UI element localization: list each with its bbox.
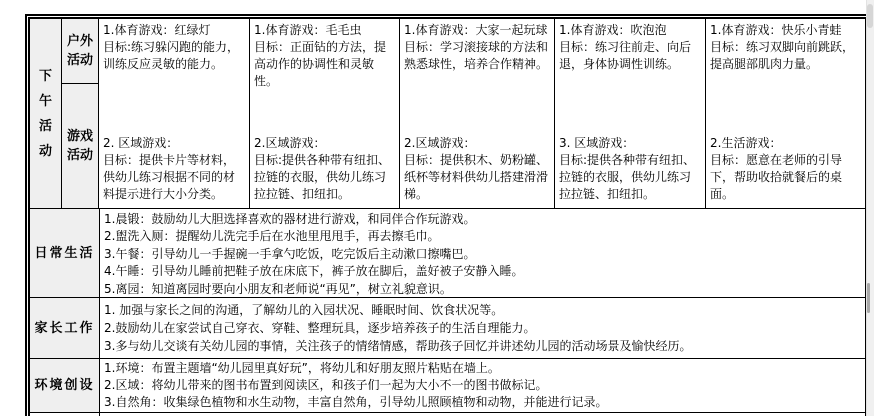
day-1-sport-game bbox=[103, 22, 245, 73]
environment-content bbox=[100, 359, 865, 412]
sport-game-goal: 目标:练习躲闪跑的能力，训练反应灵敏的能力。 bbox=[103, 40, 240, 71]
day-5-life-game bbox=[710, 135, 861, 203]
daily-life-content bbox=[100, 209, 865, 297]
area-game-goal: 目标：提供积木、奶粉罐、纸杯等材料供幼儿搭建滑滑梯。 bbox=[404, 153, 549, 201]
sport-game-title: 1.体育游戏：大家一起玩球 bbox=[404, 23, 548, 37]
games-activity-label: 游戏活动 bbox=[66, 129, 93, 163]
environment-line: 3.自然角：收集绿色植物和水生动物，丰富自然角，引导幼儿照顾植物和动物，并能进行记录。 bbox=[104, 395, 608, 409]
environment-row bbox=[30, 359, 865, 413]
area-game-title: 3. 区域游戏： bbox=[559, 136, 635, 150]
day-3-sport-game bbox=[404, 22, 550, 73]
daily-life-label: 日常生活 bbox=[34, 245, 95, 261]
sport-game-title: 1.体育游戏：吹泡泡 bbox=[559, 23, 667, 37]
parent-work-row bbox=[30, 298, 865, 359]
parent-work-line: 3.多与幼儿交谈有关幼儿园的事情，关注孩子的情绪情感，帮助孩子回忆并讲述幼儿园的活动场景及愉快经历。 bbox=[104, 339, 692, 353]
environment-line: 1.环境：布置主题墙“幼儿园里真好玩”，将幼儿和好朋友照片粘贴在墙上。 bbox=[104, 361, 500, 375]
sport-game-title: 1.体育游戏：快乐小青蛙 bbox=[710, 23, 842, 37]
games-activity-label-cell bbox=[62, 84, 98, 208]
afternoon-row-label bbox=[30, 19, 62, 208]
area-game-title: 2.区域游戏： bbox=[254, 136, 326, 150]
parent-work-line: 1. 加强与家长之间的沟通，了解幼儿的入园状况、睡眠时间、饮食状况等。 bbox=[104, 303, 504, 317]
environment-label-cell bbox=[30, 359, 100, 412]
day-2-area-game bbox=[254, 135, 395, 203]
scrollbar-top-cap[interactable] bbox=[867, 4, 873, 28]
environment-line: 2.区域：将幼儿带来的图书布置到阅读区，和孩子们一起为大小不一的图书做标记。 bbox=[104, 378, 548, 392]
scrollbar-thumb[interactable] bbox=[867, 283, 870, 313]
daily-life-line: 2.盥洗入厕：提醒幼儿洗完手后在水池里甩甩手，再去擦毛巾。 bbox=[104, 229, 440, 244]
parent-work-label: 家长工作 bbox=[34, 320, 95, 336]
sport-game-goal: 目标：学习滚接球的方法和熟悉球性，培养合作精神。 bbox=[404, 40, 549, 71]
day-1-cell bbox=[99, 19, 250, 208]
area-game-goal: 目标：提供卡片等材料，供幼儿练习根据不同的材料提示进行大小分类。 bbox=[103, 153, 236, 201]
day-2-cell bbox=[250, 19, 400, 208]
environment-label: 环境创设 bbox=[34, 378, 95, 393]
afternoon-label-text: 下午活动 bbox=[38, 68, 52, 159]
daily-life-line: 1.晨锻：鼓励幼儿大胆选择喜欢的器材进行游戏，和同伴合作玩游戏。 bbox=[104, 212, 476, 226]
day-3-cell bbox=[400, 19, 555, 208]
daily-life-line: 4.午睡：引导幼儿睡前把鞋子放在床底下，裤子放在脚后，盖好被子安静入睡。 bbox=[104, 264, 524, 279]
day-4-cell bbox=[555, 19, 706, 208]
day-2-sport-game bbox=[254, 22, 395, 90]
parent-work-line: 2.鼓励幼儿在家尝试自己穿衣、穿鞋、整理玩具，逐步培养孩子的生活自理能力。 bbox=[104, 321, 536, 335]
afternoon-activities-row bbox=[30, 19, 865, 209]
day-5-sport-game bbox=[710, 22, 861, 73]
life-game-goal: 目标：愿意在老师的引导下，帮助收拾就餐后的桌面。 bbox=[710, 153, 843, 201]
daily-life-label-cell bbox=[30, 209, 100, 297]
area-game-goal: 目标:提供各种带有纽扣、拉链的衣服，供幼儿练习拉拉链、扣纽扣。 bbox=[254, 153, 391, 201]
sport-game-title: 1.体育游戏：毛毛虫 bbox=[254, 23, 362, 37]
daily-life-line: 3.午餐：引导幼儿一手握碗一手拿勺吃饭，吃完饭后主动漱口擦嘴巴。 bbox=[104, 246, 476, 261]
sport-game-goal: 目标：练习双脚向前跳跃，提高腿部肌肉力量。 bbox=[710, 40, 855, 71]
sport-game-goal: 目标：练习往前走、向后退，身体协调性训练。 bbox=[559, 40, 692, 71]
daily-life-line: 5.离园：知道离园时要向小朋友和老师说“再见”，树立礼貌意识。 bbox=[104, 281, 452, 296]
day-3-area-game bbox=[404, 135, 550, 203]
area-game-title: 2.区域游戏： bbox=[404, 136, 476, 150]
day-1-area-game bbox=[103, 135, 245, 203]
sport-game-goal: 目标：正面钻的方法，提高动作的协调性和灵敏性。 bbox=[254, 40, 387, 88]
afternoon-sub-labels bbox=[62, 19, 99, 208]
life-game-title: 2.生活游戏： bbox=[710, 136, 782, 150]
sport-game-title: 1.体育游戏：红绿灯 bbox=[103, 23, 211, 37]
parent-work-content bbox=[100, 298, 865, 358]
schedule-table bbox=[25, 14, 870, 416]
day-5-cell bbox=[706, 19, 865, 208]
parent-work-label-cell bbox=[30, 298, 100, 358]
scrollbar-track[interactable] bbox=[866, 0, 874, 416]
outdoor-activity-label: 户外活动 bbox=[66, 34, 93, 68]
area-game-title: 2. 区域游戏： bbox=[103, 136, 179, 150]
day-4-area-game bbox=[559, 135, 701, 203]
outdoor-activity-label-cell bbox=[62, 19, 98, 84]
area-game-goal: 目标:提供各种带有纽扣、拉链的衣服，供幼儿练习拉拉链、扣纽扣。 bbox=[559, 153, 696, 201]
daily-life-row bbox=[30, 209, 865, 298]
day-4-sport-game bbox=[559, 22, 701, 73]
